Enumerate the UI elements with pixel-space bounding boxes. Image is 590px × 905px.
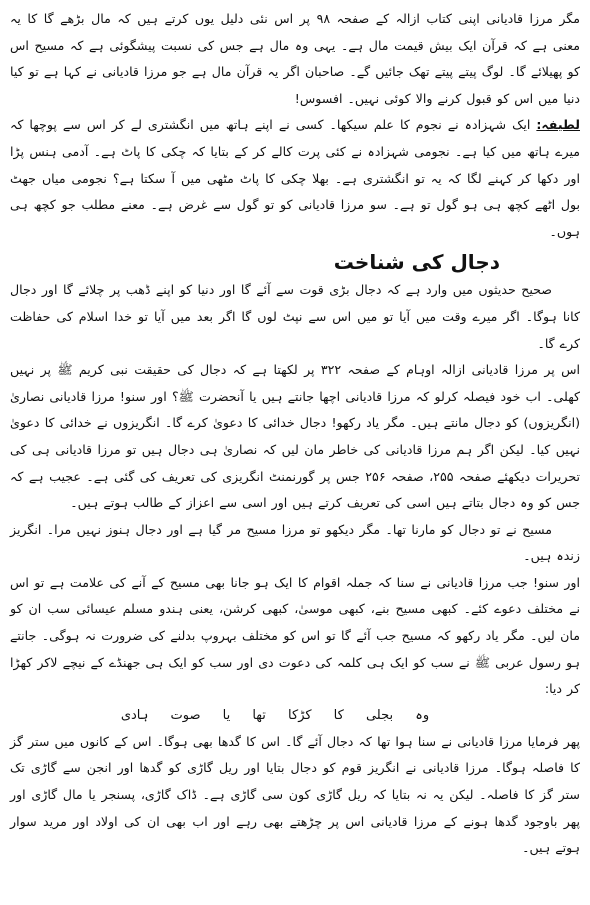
paragraph-jumla-aqwam: اور سنو! جب مرزا قادیانی نے سنا کہ جملہ اقوام کا ایک ہو جانا بھی مسیح کے آنے کی علامت ہے تو اس نے مختلف دعوے کئے۔ کبھی مسیح بنے، کبھی موسیٰ، کبھی کرشن، یعنی ہندو مسلم عیسائی سب ان کو مان لیں۔ مگر یاد رکھو کہ مسیح جب آئے گا تو اس کو مختلف بہروپ بدلنے کی ضرورت نہ ہوگی۔ جانتے ہو رسول عربی ﷺ نے سب کو ایک ہی کلمہ کی دعوت دی اور سب کو ایک ہی جھنڈے کے نیچے لاکر کھڑا کر دیا:: [10, 574, 580, 697]
verse-line: وہ بجلی کا کڑکا تھا یا صوت ہادی: [120, 707, 430, 723]
paragraph-rail-gari: پھر فرمایا مرزا قادیانی نے سنا ہوا تھا کہ دجال آئے گا۔ اس کا گدھا بھی ہوگا۔ اس کے کانوں میں ستر گز کا فاصلہ ہوگا۔ مرزا قادیانی نے انگریز قوم کو دجال بتایا اور ریل گاڑی کو گدھا اور انجن سے گاڑی تک ستر گز کا فاصلہ۔ لیکن یہ نہ بتایا کہ ریل گاڑی کون سی گاڑی ہے۔ ڈاک گاڑی، پسنجر یا مال گاڑی اور پھر باوجود گدھا ہونے کے مرزا قادیانی اس پر چڑھتے بھی رہے اور اب بھی ان کی اولاد اور مرید سوار ہوتے ہیں۔: [10, 733, 580, 856]
latifa-body: ایک شہزادہ نے نجوم کا علم سیکھا۔ کسی نے اپنے ہاتھ میں انگشتری لے کر اس سے پوچھا کہ میرے ہاتھ میں کیا ہے۔ نجومی شہزادہ نے کئی پرت کالے کر کے بتایا کہ چکی کا پاٹ ہے۔ آدمی ہنس پڑا اور دکھا کر کہنے لگا کہ یہ تو انگشتری ہے۔ بھلا چکی کا پاٹ مٹھی میں آ سکتا ہے؟ نجومی میاں جھٹ بول اٹھے کچھ ہی ہو گول تو ہے۔ سو مرزا قادیانی کو تو گول سے غرض ہے۔ معنے مطلب جو کچھ ہی ہوں۔: [10, 117, 580, 239]
paragraph-azala-quran: مگر مرزا قادیانی اپنی کتاب ازالہ کے صفحہ ۹۸ پر اس نئی دلیل یوں کرتے ہیں کہ مال بڑھے گا کا یہ معنی ہے کہ قرآن ایک بیش قیمت مال ہے۔ یہی وہ مال ہے جس کی نسبت پیشگوئی ہے کہ مسیح اس کو پھیلائے گا۔ لوگ پیتے پیتے تھک جائیں گے۔ صاحبان اگر یہ قرآن مال ہے جو مرزا قادیانی نے کہا ہے تو کیا دنیا میں اس کو قبول کرنے والا کوئی نہیں۔ افسوس!: [10, 11, 580, 106]
paragraph-izala-awham: اس پر مرزا قادیانی ازالہ اوہام کے صفحہ ۳۲۲ پر لکھتا ہے کہ دجال کی حقیقت نبی کریم ﷺ پر نہیں کھلی۔ اب خود فیصلہ کرلو کہ مرزا قادیانی اچھا جانتے ہیں یا آنحضرت ﷺ؟ اور سنو! مرزا قادیانی نصاریٰ (انگریزوں) کو دجال مانتے ہیں۔ مگر یاد رکھو! دجال خدائی کا دعویٰ کرے گا۔ انگریزوں نے خدائی کا دعویٰ نہیں کیا۔ لیکن اگر ہم مرزا قادیانی کی خاطر مان لیں کہ نصاریٰ ہی دجال ہیں تو مرزا قادیانی ہی کی تحریرات دیکھئے صفحہ ۲۵۵، صفحہ ۲۵۶ جس پر گورنمنٹ انگریزی کی تعریف کی گئی ہے۔ عجیب ہے کہ جس کو وہ دجال بتاتے ہیں اسی کی تعریف کرتے ہیں اور اسی سے اعزاز کے طالب ہوتے ہیں۔: [10, 362, 580, 511]
paragraph-sahih-hadith: صحیح حدیثوں میں وارد ہے کہ دجال بڑی قوت سے آئے گا اور دنیا کو اپنے ڈھب پر چلائے گا اور دجال کانا ہوگا۔ اگر میرے وقت میں آیا تو میں اس سے نپٹ لوں گا اگر بعد میں آیا تو خدا اسلام کی حفاظت کرے گا۔: [10, 282, 580, 351]
paragraph-masih-dajjal: مسیح نے تو دجال کو مارنا تھا۔ مگر دیکھو تو مرزا مسیح مر گیا ہے اور دجال ہنوز نہیں مرا۔ انگریز زندہ ہیں۔: [10, 521, 580, 564]
section-heading: دجال کی شناخت: [333, 250, 500, 275]
paragraph-latifa: [10, 112, 580, 245]
latifa-label: لطیفہ:: [536, 117, 580, 133]
